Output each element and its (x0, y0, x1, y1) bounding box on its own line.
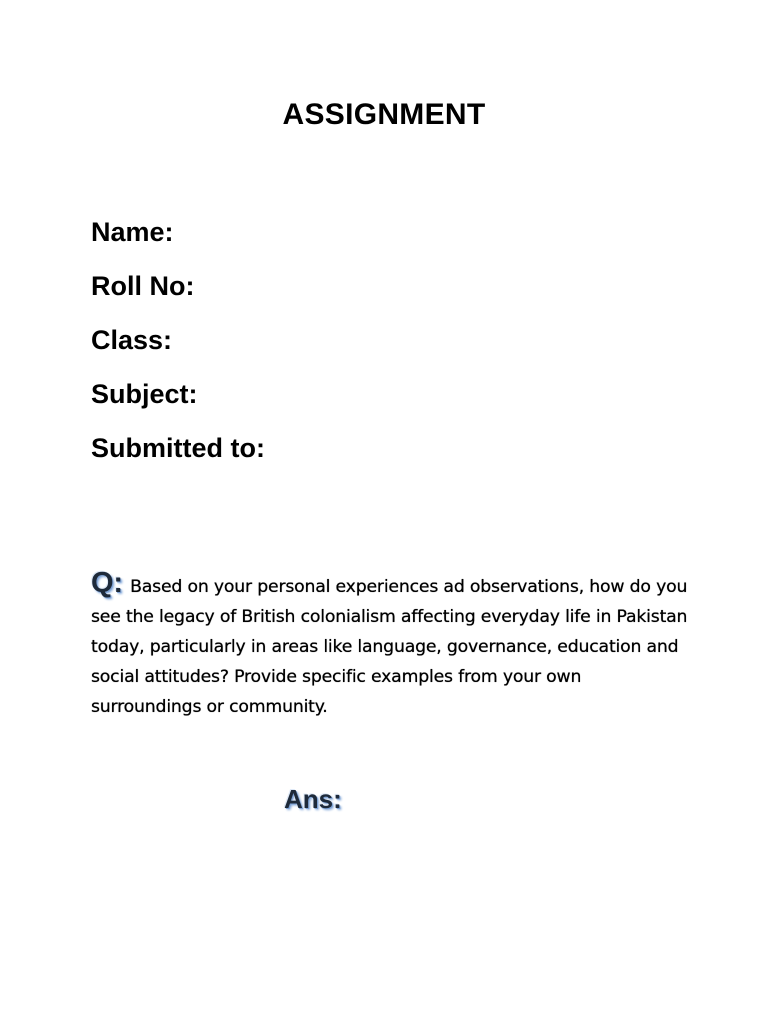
question-paragraph (91, 568, 691, 722)
answer-label: Ans: (284, 784, 342, 814)
question-text: Based on your personal experiences ad observations, how do you see the legacy of British colonialism affecting everyday life in Pakistan today, particularly in areas like language, governance, education and social attitudes? Provide specific examples from your own surroundings or community. (91, 577, 688, 717)
field-class-label: Class: (91, 325, 173, 355)
student-info-fields (91, 205, 265, 475)
field-name-label: Name: (91, 217, 174, 247)
field-submitted-to-label: Submitted to: (91, 433, 265, 463)
field-subject-label: Subject: (91, 379, 198, 409)
field-roll-no-label: Roll No: (91, 271, 195, 301)
question-label: Q: (91, 567, 123, 599)
document-title: ASSIGNMENT (282, 98, 486, 131)
